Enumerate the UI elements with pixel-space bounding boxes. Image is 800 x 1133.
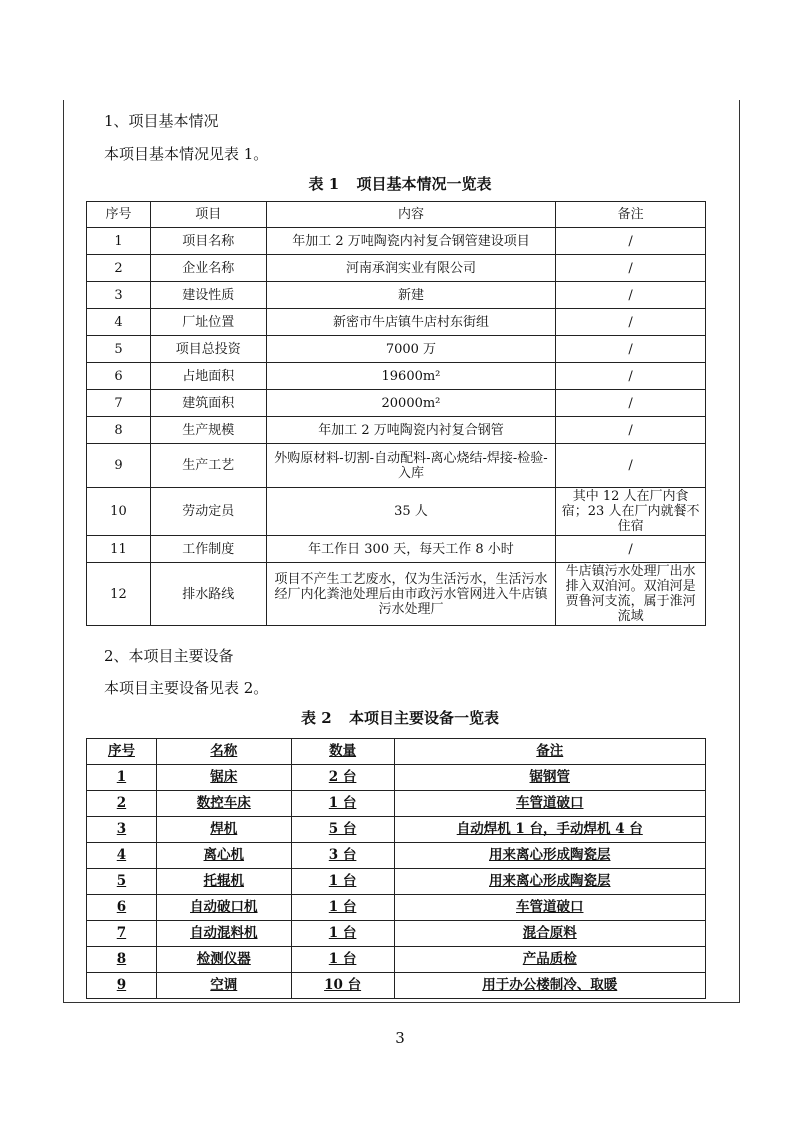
table2-cell-qty: 1 台 [291,947,394,973]
table2-cell-no: 6 [87,895,157,921]
table1-row [87,228,706,255]
table1-header-cell: 项目 [150,202,266,228]
table1-cell-note: / [556,255,706,282]
table1-caption-title: 项目基本情况一览表 [356,175,492,193]
table1-cell-item: 项目名称 [150,228,266,255]
table2-header-row [87,739,706,765]
table2-cell-name: 托辊机 [156,869,291,895]
table2-cell-note: 用于办公楼制冷、取暖 [394,973,705,999]
table1-cell-no: 9 [87,444,151,488]
table1-cell-no: 8 [87,417,151,444]
table1-cell-note: 其中 12 人在厂内食宿；23 人在厂内就餐不住宿 [556,488,706,536]
table1-cell-content: 35 人 [266,488,556,536]
project-info-table [86,201,706,626]
table2-cell-note: 用来离心形成陶瓷层 [394,869,705,895]
table1-cell-content: 19600m² [266,363,556,390]
table1-cell-note: / [556,536,706,563]
table2-cell-name: 焊机 [156,817,291,843]
table2-caption-number: 表 2 [301,709,332,727]
table2-cell-note: 车管道破口 [394,895,705,921]
table1-cell-item: 劳动定员 [150,488,266,536]
table2-row [87,817,706,843]
equipment-table [86,738,706,999]
table2-cell-no: 7 [87,921,157,947]
table1-cell-no: 1 [87,228,151,255]
table2-row [87,843,706,869]
table2-cell-no: 3 [87,817,157,843]
table2-cell-qty: 1 台 [291,869,394,895]
table1-cell-content: 河南承润实业有限公司 [266,255,556,282]
table1-cell-note: / [556,417,706,444]
table2-caption-title: 本项目主要设备一览表 [348,709,499,727]
table2-cell-qty: 1 台 [291,921,394,947]
table2-cell-no: 2 [87,791,157,817]
table1-cell-content: 外购原材料-切割-自动配料-离心烧结-焊接-检验-入库 [266,444,556,488]
table2-cell-no: 8 [87,947,157,973]
table2-cell-note: 车管道破口 [394,791,705,817]
table1-cell-no: 12 [87,563,151,626]
table2-row [87,791,706,817]
page-number: 3 [395,1029,405,1047]
table1-cell-content: 年加工 2 万吨陶瓷内衬复合钢管 [266,417,556,444]
table2-cell-no: 1 [87,765,157,791]
table1-cell-no: 10 [87,488,151,536]
table2-cell-name: 检测仪器 [156,947,291,973]
table2-cell-note: 产品质检 [394,947,705,973]
table2-cell-qty: 5 台 [291,817,394,843]
table1-cell-item: 生产工艺 [150,444,266,488]
table1-cell-content: 20000m² [266,390,556,417]
table1-cell-content: 新建 [266,282,556,309]
table2-cell-qty: 3 台 [291,843,394,869]
section1-heading: 1、项目基本情况 [104,112,219,130]
table2-header-cell: 名称 [156,739,291,765]
section1-intro: 本项目基本情况见表 1。 [104,145,269,163]
table1-row [87,363,706,390]
table2-cell-qty: 1 台 [291,791,394,817]
table2-cell-note: 锯钢管 [394,765,705,791]
table2-row [87,765,706,791]
table1-row [87,336,706,363]
table1-cell-item: 生产规模 [150,417,266,444]
table2-row [87,921,706,947]
table1-cell-note: / [556,282,706,309]
table1-cell-note: / [556,336,706,363]
table2-cell-name: 自动混料机 [156,921,291,947]
table2-cell-qty: 2 台 [291,765,394,791]
table2-row [87,895,706,921]
table2-cell-note: 自动焊机 1 台，手动焊机 4 台 [394,817,705,843]
table2-header-cell: 备注 [394,739,705,765]
table2-row [87,869,706,895]
table2-cell-qty: 10 台 [291,973,394,999]
table1-row [87,488,706,536]
table1-cell-no: 7 [87,390,151,417]
table1-row [87,536,706,563]
table1-cell-content: 7000 万 [266,336,556,363]
table1-cell-item: 建设性质 [150,282,266,309]
table1-cell-item: 建筑面积 [150,390,266,417]
table1-cell-item: 工作制度 [150,536,266,563]
table2-cell-no: 5 [87,869,157,895]
table2-cell-name: 空调 [156,973,291,999]
table1-header-row [87,202,706,228]
table2-header-cell: 序号 [87,739,157,765]
table1-cell-item: 排水路线 [150,563,266,626]
table2-cell-no: 9 [87,973,157,999]
table1-row [87,282,706,309]
table1-cell-no: 6 [87,363,151,390]
table1-cell-item: 企业名称 [150,255,266,282]
table1-cell-content: 项目不产生工艺废水，仅为生活污水，生活污水经厂内化粪池处理后由市政污水管网进入牛店镇污水处理厂 [266,563,556,626]
table1-cell-note: / [556,228,706,255]
table1-row [87,444,706,488]
table2-row [87,947,706,973]
table1-cell-no: 4 [87,309,151,336]
table2-cell-no: 4 [87,843,157,869]
table2-cell-name: 离心机 [156,843,291,869]
table1-row [87,309,706,336]
table1-cell-content: 年加工 2 万吨陶瓷内衬复合钢管建设项目 [266,228,556,255]
table1-cell-note: 牛店镇污水处理厂出水排入双洎河。双洎河是贾鲁河支流，属于淮河流域 [556,563,706,626]
table1-caption-number: 表 1 [308,175,340,193]
table1-header-cell: 备注 [556,202,706,228]
table1-row [87,417,706,444]
table1-cell-no: 3 [87,282,151,309]
table1-cell-note: / [556,444,706,488]
table1-cell-note: / [556,390,706,417]
table1-cell-no: 11 [87,536,151,563]
table1-cell-note: / [556,309,706,336]
table1-cell-item: 厂址位置 [150,309,266,336]
table2-caption [0,707,800,728]
table1-cell-item: 占地面积 [150,363,266,390]
section2-heading: 2、本项目主要设备 [104,647,234,665]
table2-cell-qty: 1 台 [291,895,394,921]
table1-header-cell: 内容 [266,202,556,228]
table2-cell-note: 混合原料 [394,921,705,947]
table1-cell-content: 新密市牛店镇牛店村东街组 [266,309,556,336]
table1-row [87,390,706,417]
table2-cell-name: 数控车床 [156,791,291,817]
table1-header-cell: 序号 [87,202,151,228]
table1-row [87,255,706,282]
table1-cell-no: 2 [87,255,151,282]
section2-intro: 本项目主要设备见表 2。 [104,679,269,697]
table2-cell-name: 锯床 [156,765,291,791]
table2-cell-note: 用来离心形成陶瓷层 [394,843,705,869]
table2-header-cell: 数量 [291,739,394,765]
table1-cell-note: / [556,363,706,390]
table1-cell-no: 5 [87,336,151,363]
table1-cell-item: 项目总投资 [150,336,266,363]
table2-cell-name: 自动破口机 [156,895,291,921]
table2-row [87,973,706,999]
table1-cell-content: 年工作日 300 天，每天工作 8 小时 [266,536,556,563]
table1-caption [0,173,800,194]
table1-row [87,563,706,626]
